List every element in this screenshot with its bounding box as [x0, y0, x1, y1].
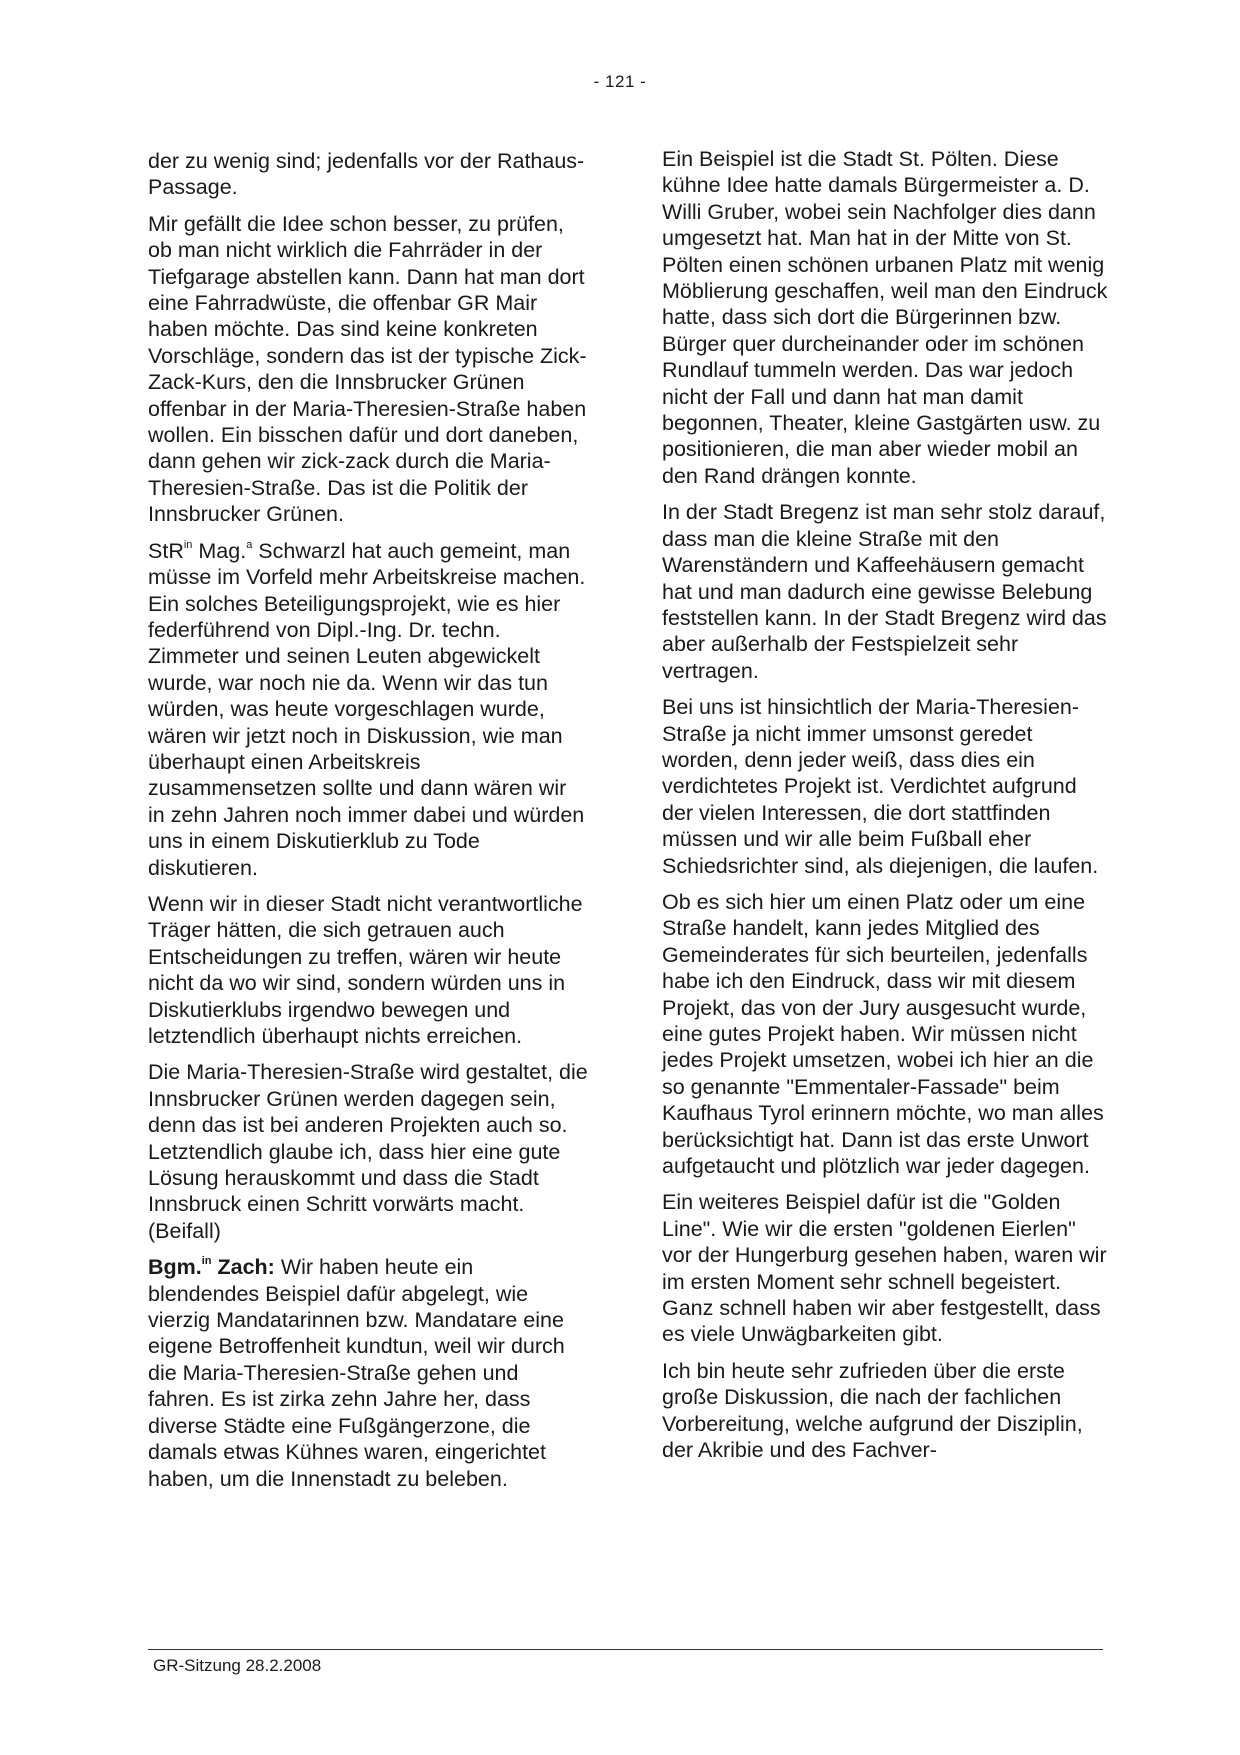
paragraph: der zu wenig sind; jedenfalls vor der Rathaus-Passage. [148, 149, 585, 200]
paragraph: Wenn wir in dieser Stadt nicht verantwortliche Träger hätten, die sich getrauen auch Entscheidungen zu treffen, wären wir heute nicht da wo wir sind, sondern würden uns in Diskutierklubs irgendwo bewegen und letztendlich überhaupt nichts erreichen. [148, 891, 583, 1048]
paragraph-text: Schwarzl hat auch gemeint, man müsse im Vorfeld mehr Arbeitskreise machen. Ein solches Beteiligungsprojekt, wie es hier federführend von Dipl.-Ing. Dr. techn. Zimmeter und seinen Leuten abgewickelt wurde, war noch nie da. Wenn wir das tun würden, was heute vorgeschlagen wurde, wären wir jetzt noch in Diskussion, wie man überhaupt einen Arbeitskreis zusammensetzen sollte und dann wären wir in zehn Jahren noch immer dabei und würden uns in einem Diskutierklub zu Tode diskutieren. [148, 538, 586, 880]
footer-divider [148, 1649, 1103, 1650]
footer-text: GR-Sitzung 28.2.2008 [153, 1656, 322, 1675]
paragraph: Ob es sich hier um einen Platz oder um eine Straße handelt, kann jedes Mitglied des Gemeinderates für sich beurteilen, jedenfalls habe ich den Eindruck, dass wir mit diesem Projekt, das von der Jury ausgesucht wurde, eine gutes Projekt haben. Wir müssen nicht jedes Projekt umsetzen, wobei ich hier an die so genannte "Emmentaler-Fassade" beim Kaufhaus Tyrol erinnern möchte, wo man alles berücksichtigt hat. Dann ist das erste Unwort aufgetaucht und plötzlich war jeder dagegen. [662, 889, 1104, 1179]
superscript: in [183, 538, 193, 551]
right-column [662, 148, 1108, 1474]
speaker-name: Zach: [211, 1255, 275, 1280]
superscript: in [201, 1255, 212, 1268]
paragraph: Die Maria-Theresien-Straße wird gestaltet, die Innsbrucker Grünen werden dagegen sein, denn das ist bei anderen Projekten auch so. Letztendlich glaube ich, dass hier eine gute Lösung herauskommt und dass die Stadt Innsbruck einen Schritt vorwärts macht. (Beifall) [148, 1060, 588, 1243]
speaker-label [148, 1255, 275, 1279]
paragraph: In der Stadt Bregenz ist man sehr stolz darauf, dass man die kleine Straße mit den Warenständern und Kaffeehäusern gemacht hat und man dadurch eine gewisse Belebung feststellen kann. In der Stadt Bregenz wird das aber außerhalb der Festspielzeit sehr vertragen. [662, 500, 1107, 683]
paragraph-text: Wir haben heute ein blendendes Beispiel dafür abgelegt, wie vierzig Mandatarinnen bzw. Mandatare eine eigene Betroffenheit kundtun, weil wir durch die Maria-Theresien-Straße gehen und fahren. Es ist zirka zehn Jahre her, dass diverse Städte eine Fußgängerzone, die damals etwas Kühnes waren, eingerichtet haben, um die Innenstadt zu beleben. [148, 1255, 565, 1491]
paragraph: Ein weiteres Beispiel dafür ist die "Golden Line". Wie wir die ersten "goldenen Eierlen" vor der Hungerburg gesehen haben, waren wir im ersten Moment sehr schnell begeistert. Ganz schnell haben wir aber festgestellt, dass es viele Unwägbarkeiten gibt. [662, 1190, 1107, 1347]
paragraph [148, 538, 588, 881]
page-number: - 121 - [593, 72, 647, 91]
paragraph: Ein Beispiel ist die Stadt St. Pölten. Diese kühne Idee hatte damals Bürgermeister a. D. Willi Gruber, wobei sein Nachfolger dies dann umgesetzt hat. Man hat in der Mitte von St. Pölten einen schönen urbanen Platz mit wenig Möblierung geschaffen, weil man den Eindruck hatte, dass sich dort die Bürgerinnen bzw. Bürger quer durcheinander oder im schönen Rundlauf tummeln werden. Das war jedoch nicht der Fall und dann hat man damit begonnen, Theater, kleine Gastgärten usw. zu positionieren, die man aber wieder mobil an den Rand drängen konnte. [662, 147, 1108, 488]
speaker-title: Mag. [192, 538, 247, 563]
paragraph: Mir gefällt die Idee schon besser, zu prüfen, ob man nicht wirklich die Fahrräder in der Tiefgarage abstellen kann. Dann hat man dort eine Fahrradwüste, die offenbar GR Mair haben möchte. Das sind keine konkreten Vorschläge, sondern das ist der typische Zick-Zack-Kurs, den die Innsbrucker Grünen offenbar in der Maria-Theresien-Straße haben wollen. Ein bisschen dafür und dort daneben, dann gehen wir zick-zack durch die Maria-Theresien-Straße. Das ist die Politik der Innsbrucker Grünen. [148, 211, 587, 527]
paragraph [148, 1254, 588, 1492]
left-column [148, 148, 588, 1502]
speaker-title: StR [148, 538, 184, 563]
paragraph: Ich bin heute sehr zufrieden über die erste große Diskussion, die nach der fachlichen Vorbereitung, welche aufgrund der Disziplin, der Akribie und des Fachver- [662, 1358, 1083, 1463]
paragraph: Bei uns ist hinsichtlich der Maria-Theresien-Straße ja nicht immer umsonst geredet worden, denn jeder weiß, dass dies ein verdichtetes Projekt ist. Verdichtet aufgrund der vielen Interessen, die dort stattfinden müssen und wir alle beim Fußball eher Schiedsrichter sind, als diejenigen, die laufen. [662, 695, 1099, 878]
speaker-title: Bgm. [148, 1255, 202, 1280]
superscript: a [246, 538, 253, 551]
